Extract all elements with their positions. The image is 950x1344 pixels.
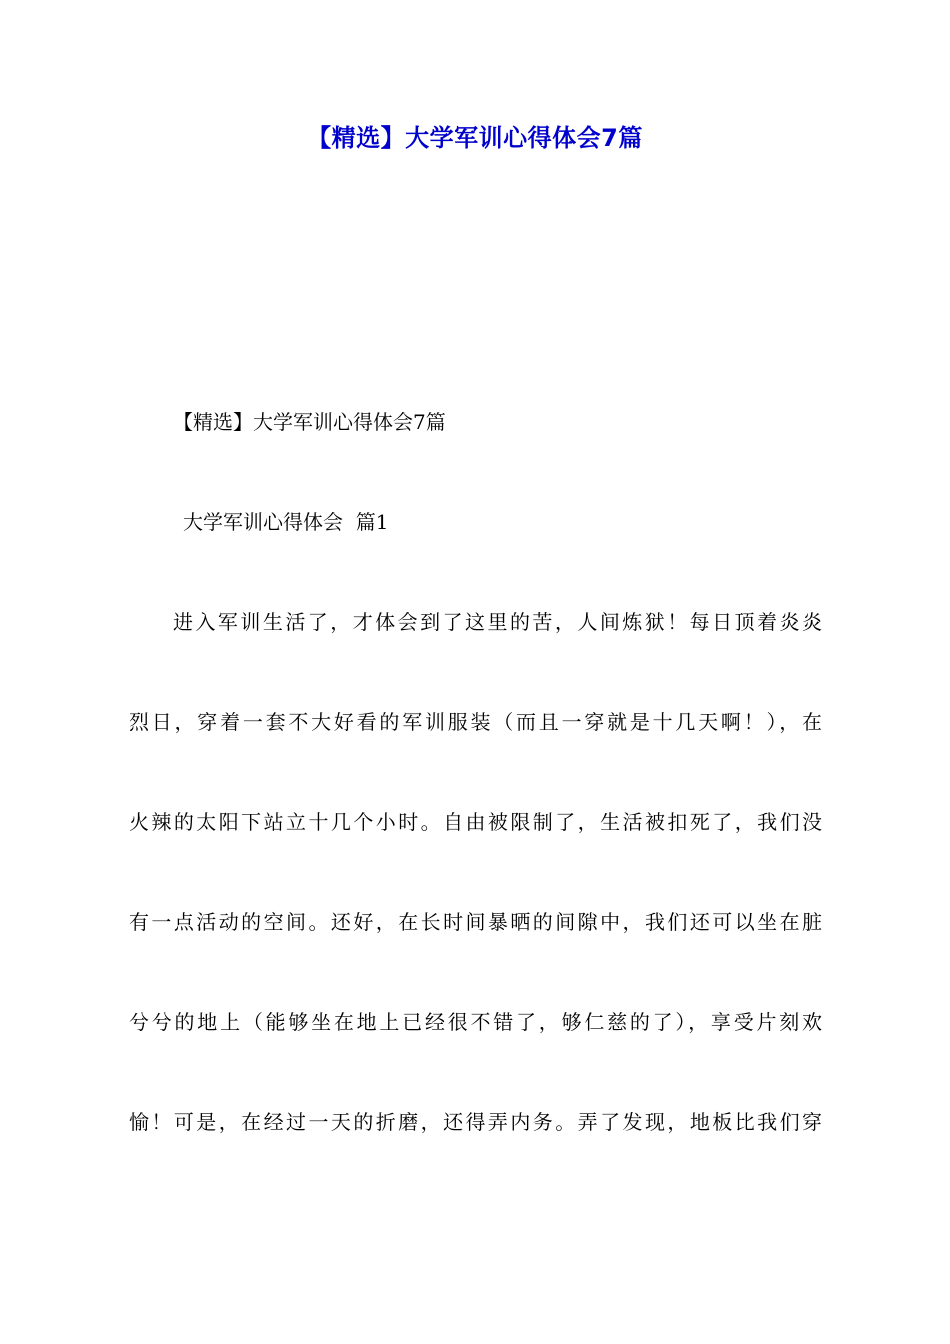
paragraph-line: 兮兮的地上（能够坐在地上已经很不错了，够仁慈的了），享受片刻欢 bbox=[129, 1010, 822, 1034]
document-subtitle: 【精选】大学军训心得体会7篇 bbox=[173, 410, 446, 434]
paragraph-line: 有一点活动的空间。还好，在长时间暴晒的间隙中，我们还可以坐在脏 bbox=[129, 910, 822, 934]
paragraph-line: 烈日，穿着一套不大好看的军训服装（而且一穿就是十几天啊！），在 bbox=[129, 710, 822, 734]
paragraph-line: 火辣的太阳下站立十几个小时。自由被限制了，生活被扣死了，我们没 bbox=[129, 810, 822, 834]
section-heading: 大学军训心得体会 篇1 bbox=[183, 510, 389, 534]
paragraph-line: 进入军训生活了，才体会到了这里的苦，人间炼狱！每日顶着炎炎 bbox=[173, 610, 822, 634]
document-title: 【精选】大学军训心得体会7篇 bbox=[307, 124, 643, 152]
paragraph-line: 愉！可是，在经过一天的折磨，还得弄内务。弄了发现，地板比我们穿 bbox=[129, 1110, 822, 1134]
